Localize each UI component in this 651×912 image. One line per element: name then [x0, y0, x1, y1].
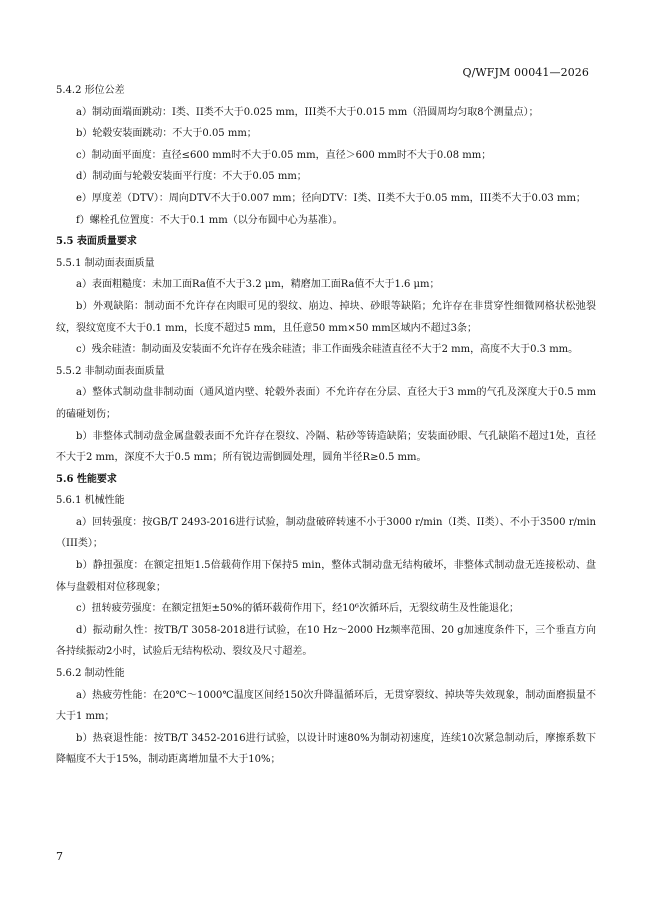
section-heading-5-5: 5.5 表面质量要求 — [56, 236, 137, 248]
clause-item: c）制动面平面度：直径≤600 mm时不大于0.05 mm，直径＞600 mm时不大于0.08 mm； — [76, 149, 492, 161]
clause-item: c）扭转疲劳强度：在额定扭矩±50%的循环载荷作用下，经10⁶次循环后，无裂纹萌生及性能退化； — [76, 603, 519, 615]
clause-item: a）制动面端面跳动：I类、II类不大于0.025 mm，III类不大于0.015 mm（沿圆周均匀取8个测量点）； — [76, 106, 539, 118]
clause-item: a）整体式制动盘非制动面（通风道内壁、轮毂外表面）不允许存在分层、直径大于3 mm的气孔及深度大于0.5 mm的磕碰划伤； — [56, 387, 596, 420]
clause-item: c）残余硅渣：制动面及安装面不允许存在残余硅渣；非工作面残余硅渣直径不大于2 mm，高度不大于0.3 mm。 — [76, 344, 579, 356]
document-body — [56, 80, 596, 771]
section-heading-5-4-2: 5.4.2 形位公差 — [56, 85, 125, 96]
clause-item: d）制动面与轮毂安装面平行度：不大于0.05 mm； — [76, 171, 307, 183]
section-heading-5-5-1: 5.5.1 制动面表面质量 — [56, 257, 155, 269]
clause-item: e）厚度差（DTV）：周向DTV不大于0.007 mm；径向DTV：I类、II类不大于0.05 mm，III类不大于0.03 mm； — [76, 192, 586, 204]
clause-item: d）振动耐久性：按TB/T 3058-2018进行试验，在10 Hz～2000 Hz频率范围、20 g加速度条件下，三个垂直方向各持续振动2小时，试验后无结构松动、裂纹及尺寸超差。 — [56, 624, 596, 658]
page-number: 7 — [56, 850, 63, 863]
clause-item: a）回转强度：按GB/T 2493-2016进行试验，制动盘破碎转速不小于3000 r/min（I类、II类）、不小于3500 r/min（III类）； — [56, 516, 596, 550]
clause-item: b）静扭强度：在额定扭矩1.5倍载荷作用下保持5 min，整体式制动盘无结构破坏，非整体式制动盘无连接松动、盘体与盘毂相对位移现象； — [56, 560, 596, 593]
clause-item: b）轮毂安装面跳动：不大于0.05 mm； — [76, 128, 257, 140]
clause-item: a）热疲劳性能：在20℃～1000℃温度区间经150次升降温循环后，无贯穿裂纹、掉块等失效现象，制动面磨损量不大于1 mm； — [56, 689, 596, 723]
clause-item: b）热衰退性能：按TB/T 3452-2016进行试验，以设计时速80%为制动初速度，连续10次紧急制动后，摩擦系数下降幅度不大于15%，制动距离增加量不大于10%； — [56, 732, 596, 766]
clause-item: f）螺栓孔位置度：不大于0.1 mm（以分布圆中心为基准）。 — [76, 214, 343, 226]
section-heading-5-6-1: 5.6.1 机械性能 — [56, 495, 125, 507]
document-code: Q/WFJM 00041—2026 — [462, 66, 589, 79]
section-heading-5-5-2: 5.5.2 非制动面表面质量 — [56, 365, 165, 377]
section-heading-5-6-2: 5.6.2 制动性能 — [56, 668, 125, 680]
clause-item: b）非整体式制动盘金属盘毂表面不允许存在裂纹、冷隔、粘砂等铸造缺陷；安装面砂眼、气孔缺陷不超过1处，直径不大于2 mm，深度不大于0.5 mm；所有锐边需倒圆处理，圆角半径R≥0.5 mm。 — [56, 430, 596, 464]
clause-item: a）表面粗糙度：未加工面Ra值不大于3.2 μm，精磨加工面Ra值不大于1.6 μm； — [76, 279, 440, 291]
section-heading-5-6: 5.6 性能要求 — [56, 473, 117, 485]
clause-item: b）外观缺陷：制动面不允许存在肉眼可见的裂纹、崩边、掉块、砂眼等缺陷；允许存在非贯穿性细微网格状松弛裂纹，裂纹宽度不大于0.1 mm，长度不超过5 mm，且任意50 mm×50 mm区域内不超过3条； — [56, 300, 596, 334]
